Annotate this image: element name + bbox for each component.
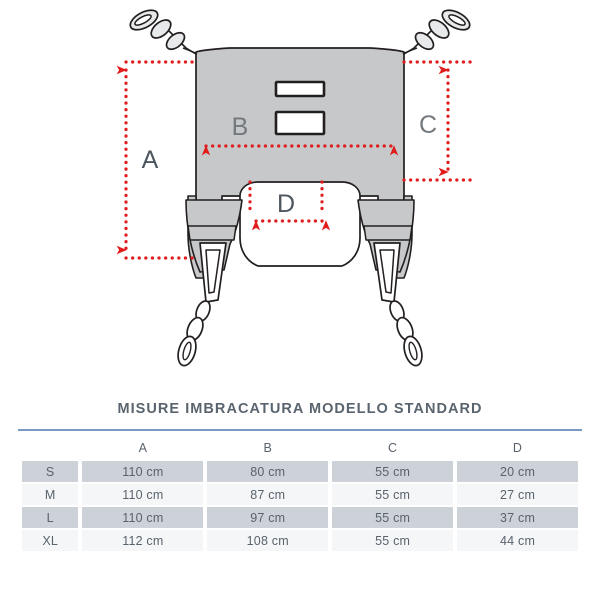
shoulder-strap-right [403,6,473,54]
size-table [18,435,582,553]
sling-band-right [364,226,412,240]
table-row [22,461,578,482]
dimension-c [404,62,474,180]
title-divider [18,429,582,431]
cell-c: 55 cm [332,530,453,551]
cell-d: 37 cm [457,507,578,528]
cell-d: 27 cm [457,484,578,505]
cell-b: 108 cm [207,530,328,551]
cell-b: 87 cm [207,484,328,505]
cell-size: M [22,484,78,505]
sling-crotch-cutout [240,182,360,266]
table-row [22,484,578,505]
cell-a: 110 cm [82,461,203,482]
dimension-label-c: C [418,111,438,139]
cell-b: 97 cm [207,507,328,528]
cell-size: XL [22,530,78,551]
table-title: MISURE IMBRACATURA MODELLO STANDARD [117,401,483,417]
cell-c: 55 cm [332,484,453,505]
shoulder-strap-left [127,6,197,54]
cell-c: 55 cm [332,461,453,482]
dimension-label-a: A [141,146,159,174]
cell-b: 80 cm [207,461,328,482]
table-header-row [22,437,578,459]
cell-size: L [22,507,78,528]
column-header-size [22,437,78,459]
chest-slot-upper [276,82,324,96]
column-header-b: B [263,441,273,455]
size-table-block [0,388,600,600]
sling-band-left [188,226,236,240]
cell-a: 110 cm [82,507,203,528]
column-header-a: A [138,441,148,455]
cell-size: S [22,461,78,482]
column-header-c: C [388,441,398,455]
size-table-head [22,437,578,459]
chest-slot-lower [276,112,324,134]
cell-c: 55 cm [332,507,453,528]
dimension-a [126,62,196,258]
table-row [22,530,578,551]
table-row [22,507,578,528]
dimension-label-b: B [231,113,249,141]
column-header-d: D [512,441,523,455]
cell-d: 44 cm [457,530,578,551]
size-table-body [22,461,578,551]
dimension-label-d: D [276,190,296,218]
cell-a: 110 cm [82,484,203,505]
cell-a: 112 cm [82,530,203,551]
cell-d: 20 cm [457,461,578,482]
